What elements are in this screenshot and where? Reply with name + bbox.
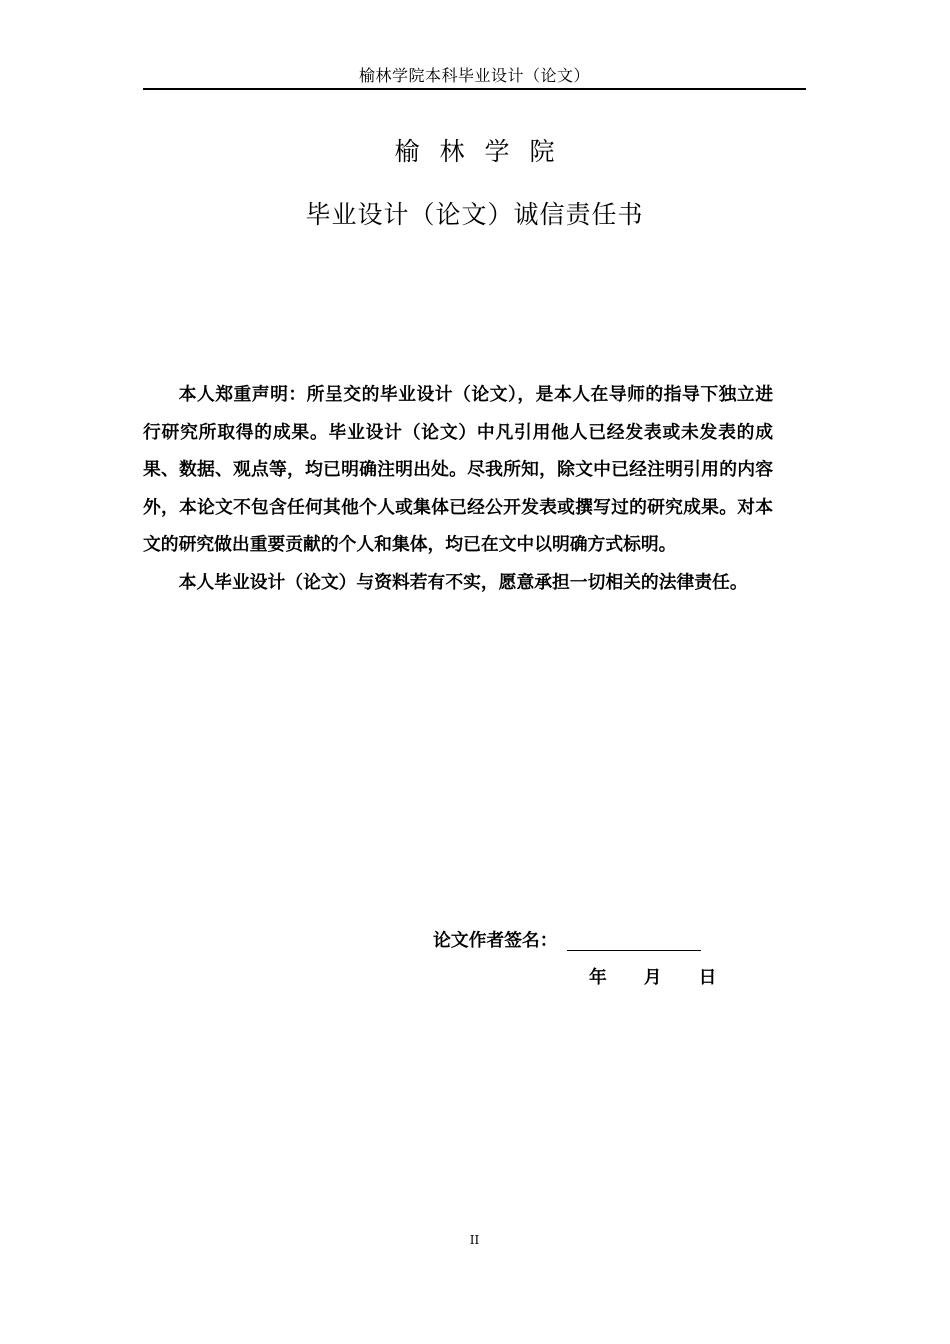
- signature-label: 论文作者签名：: [433, 930, 558, 951]
- page-number: II: [469, 1233, 480, 1247]
- date-day-label: 日: [698, 967, 717, 988]
- date-month-label: 月: [643, 967, 662, 988]
- running-header: 榆林学院本科毕业设计（论文）: [358, 66, 590, 85]
- declaration-body: [143, 376, 773, 602]
- date-row: [589, 962, 716, 994]
- document-title: 毕业设计（论文）诚信责任书: [305, 200, 644, 229]
- signature-line: [567, 950, 701, 951]
- declaration-paragraph: 本人郑重声明：所呈交的毕业设计（论文），是本人在导师的指导下独立进行研究所取得的成果。毕业设计（论文）中凡引用他人已经发表或未发表的成果、数据、观点等，均已明确注明出处。尽我所知，除文中已经注明引用的内容外，本论文不包含任何其他个人或集体已经公开发表或撰写过的研究成果。对本文的研究做出重要贡献的个人和集体，均已在文中以明确方式标明。: [143, 384, 773, 556]
- date-year-label: 年: [589, 967, 607, 988]
- school-title: 榆林学院: [394, 137, 575, 166]
- signature-row: [433, 925, 701, 957]
- liability-paragraph: 本人毕业设计（论文）与资料若有不实，愿意承担一切相关的法律责任。: [178, 571, 748, 593]
- header-rule: [143, 88, 806, 90]
